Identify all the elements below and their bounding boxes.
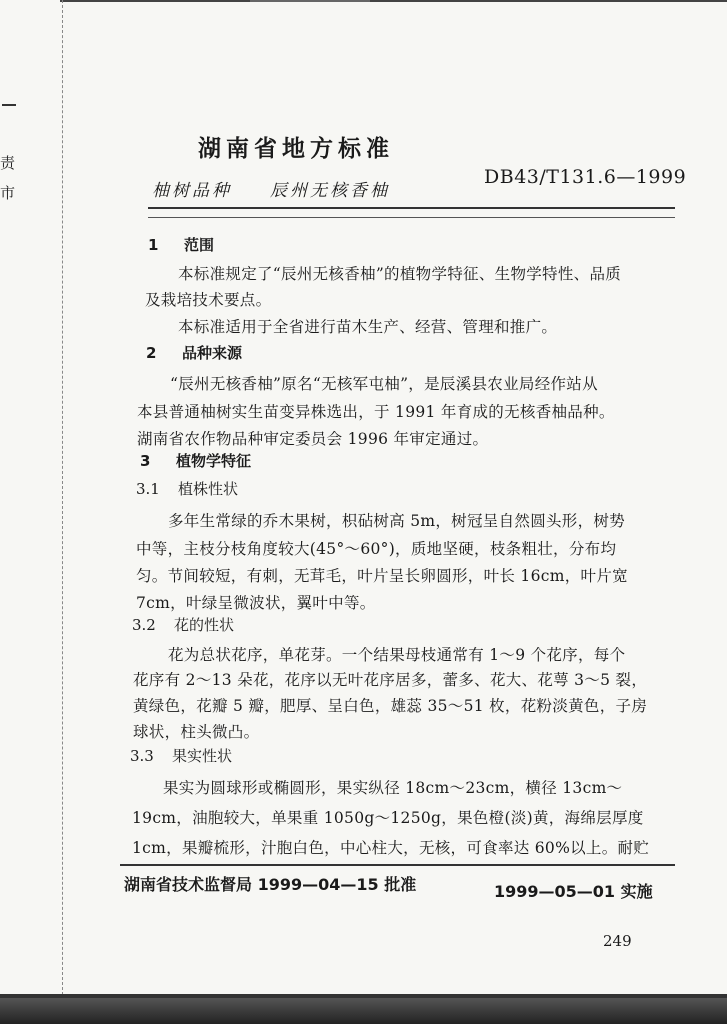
margin-mark-1: 责 [0, 154, 16, 172]
standard-number: DB43/T131.6—1999 [484, 166, 687, 188]
paragraph-line: “辰州无核香柚”原名“无核军屯柚”，是辰溪县农业局经作站从 [170, 375, 598, 393]
subsection-title: 果实性状 [172, 747, 233, 765]
section-1-heading [148, 234, 214, 255]
margin-mark-2: 市 [0, 184, 16, 202]
paragraph-line: 多年生常绿的乔木果树，枳砧树高 5m，树冠呈自然圆头形，树势 [168, 512, 625, 530]
implementation-date: 1999—05—01 实施 [494, 882, 653, 901]
variety-name: 辰州无核香柚 [270, 181, 390, 201]
section-number: 1 [148, 236, 159, 254]
paragraph-line: 中等，主枝分枝角度较大(45°～60°)，质地坚硬，枝条粗壮，分布均 [136, 540, 617, 558]
paragraph-line: 本标准适用于全省进行苗木生产、经营、管理和推广。 [178, 318, 558, 336]
paragraph-line: 本县普通柚树实生苗变异株选出，于 1991 年育成的无核香柚品种。 [137, 403, 615, 421]
paragraph-line: 花序有 2～13 朵花，花序以无叶花序居多，蕾多、花大、花萼 3～5 裂， [133, 671, 648, 689]
subsection-title: 植株性状 [178, 480, 239, 498]
section-number: 2 [146, 344, 157, 362]
paragraph-line: 黄绿色，花瓣 5 瓣，肥厚、呈白色，雄蕊 35～51 枚，花粉淡黄色，子房 [133, 697, 648, 715]
paragraph-line: 湖南省农作物品种审定委员会 1996 年审定通过。 [137, 430, 489, 448]
subsection-number: 3.2 [132, 616, 156, 634]
subsection-3-2-heading [132, 614, 234, 635]
section-2-heading [146, 342, 242, 363]
section-3-heading [140, 450, 251, 471]
paragraph-line: 1cm，果瓣梳形，汁胞白色，中心柱大，无核，可食率达 60%以上。耐贮 [132, 839, 650, 857]
margin-dash [2, 104, 16, 106]
paragraph-line: 匀。节间较短，有刺，无茸毛，叶片呈长卵圆形，叶长 16cm，叶片宽 [136, 567, 628, 585]
top-border-rule [60, 0, 727, 8]
paragraph-line: 本标准规定了“辰州无核香柚”的植物学特征、生物学特性、品质 [178, 265, 622, 283]
section-title: 品种来源 [182, 344, 243, 362]
section-title: 植物学特征 [176, 452, 252, 470]
header-double-rule [148, 207, 675, 218]
subsection-title: 花的性状 [174, 616, 235, 634]
section-title: 范围 [184, 236, 215, 254]
footer-rule [120, 864, 675, 866]
paragraph-line: 花为总状花序，单花芽。一个结果母枝通常有 1～9 个花序，每个 [168, 646, 626, 664]
page-number: 249 [603, 932, 632, 950]
top-scan-mark [250, 0, 370, 2]
binding-margin-line [62, 0, 64, 1000]
section-number: 3 [140, 452, 151, 470]
document-subtitle [152, 176, 390, 201]
subsection-3-1-heading [136, 478, 238, 499]
paragraph-line: 及栽培技术要点。 [145, 291, 272, 309]
subsection-number: 3.3 [130, 747, 154, 765]
bottom-scan-border [0, 994, 727, 1024]
paragraph-line: 7cm，叶绿呈微波状，翼叶中等。 [136, 594, 376, 612]
document-title: 湖南省地方标准 [198, 136, 394, 162]
paragraph-line: 19cm，油胞较大，单果重 1050g～1250g，果色橙(淡)黄，海绵层厚度 [132, 809, 644, 827]
subsection-3-3-heading [130, 745, 232, 766]
approval-line: 湖南省技术监督局 1999—04—15 批准 [124, 875, 417, 894]
subsection-number: 3.1 [136, 480, 160, 498]
fruit-category: 柚树品种 [152, 181, 232, 201]
paragraph-line: 果实为圆球形或椭圆形，果实纵径 18cm～23cm，横径 13cm～ [163, 779, 623, 797]
paragraph-line: 球状，柱头微凸。 [133, 723, 260, 741]
